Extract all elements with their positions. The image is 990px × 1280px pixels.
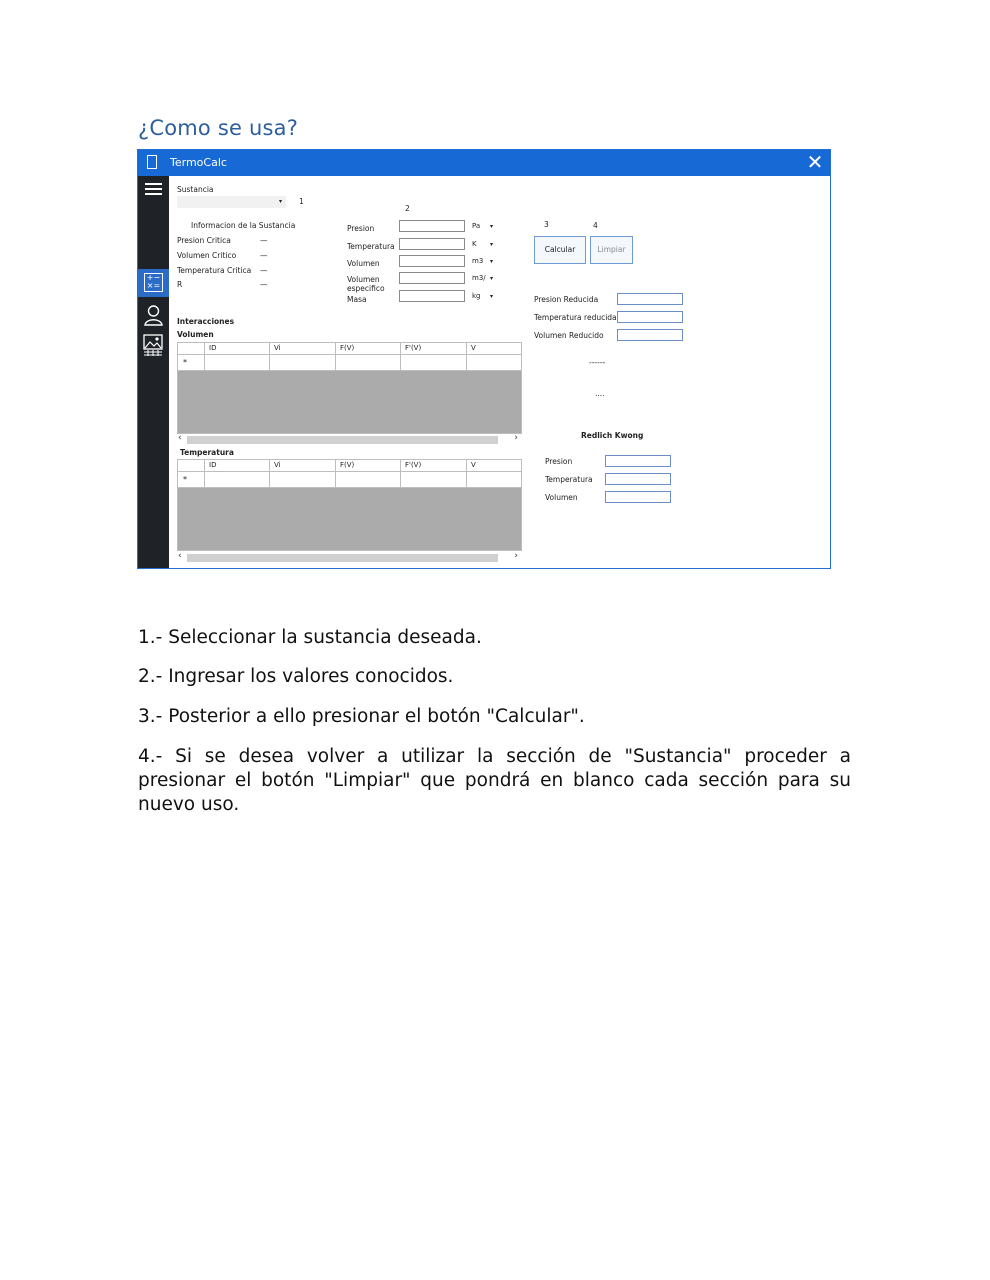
info-label-presion-critica: Presion Critica xyxy=(177,236,231,245)
chevron-down-icon[interactable]: ▾ xyxy=(490,293,494,300)
presion-label: Presion xyxy=(347,224,375,233)
person-icon[interactable] xyxy=(144,304,163,326)
scroll-right-icon[interactable]: › xyxy=(514,551,518,561)
chevron-down-icon[interactable]: ▾ xyxy=(490,275,494,282)
rk-presion-field[interactable] xyxy=(605,455,671,467)
page-heading: ¿Como se usa? xyxy=(138,116,299,140)
volumen-grid-header xyxy=(178,343,521,355)
column-header-vi: Vi xyxy=(274,344,281,352)
rk-temperatura-label: Temperatura xyxy=(545,475,593,484)
temperatura-reducida-field[interactable] xyxy=(617,311,683,323)
temperatura-section-label: Temperatura xyxy=(180,448,234,457)
termocalc-window xyxy=(137,149,831,569)
window-title: TermoCalc xyxy=(170,156,227,169)
masa-input[interactable] xyxy=(399,290,465,302)
info-title: Informacion de la Sustancia xyxy=(191,221,296,230)
grid-empty-area xyxy=(178,488,521,550)
scroll-left-icon[interactable]: ‹ xyxy=(178,551,182,561)
new-row-marker: * xyxy=(183,358,187,367)
volumen-especifico-unit[interactable]: m3/ xyxy=(472,274,486,282)
step-marker-2: 2 xyxy=(405,204,410,213)
info-label-volumen-critico: Volumen Critico xyxy=(177,251,237,260)
info-label-temperatura-critica: Temperatura Critica xyxy=(177,266,252,275)
volumen-especifico-label: Volumen especifico xyxy=(347,275,385,293)
volumen-label: Volumen xyxy=(347,259,380,268)
presion-input[interactable] xyxy=(399,220,465,232)
column-header-fv: F(V) xyxy=(340,344,355,352)
volumen-reducido-field[interactable] xyxy=(617,329,683,341)
column-header-fpv: F'(V) xyxy=(405,461,422,469)
new-row-marker: * xyxy=(183,475,187,484)
volumen-reducido-label: Volumen Reducido xyxy=(534,331,604,340)
close-icon[interactable]: ✕ xyxy=(806,150,824,174)
column-header-fpv: F'(V) xyxy=(405,344,422,352)
calculator-icon[interactable]: +− ×= xyxy=(138,269,169,297)
table-row[interactable] xyxy=(178,355,521,371)
temperatura-unit[interactable]: K xyxy=(472,240,477,248)
presion-unit[interactable]: Pa xyxy=(472,222,481,230)
info-value-temperatura-critica: — xyxy=(260,266,268,275)
temperatura-input[interactable] xyxy=(399,238,465,250)
scroll-right-icon[interactable]: › xyxy=(514,433,518,443)
step-marker-1: 1 xyxy=(299,197,304,206)
chevron-down-icon: ▾ xyxy=(279,198,283,205)
result-placeholder-1: ------ xyxy=(589,358,606,367)
column-header-v: V xyxy=(471,344,476,352)
rk-volumen-field[interactable] xyxy=(605,491,671,503)
column-header-id: ID xyxy=(209,461,217,469)
limpiar-button[interactable]: Limpiar xyxy=(590,236,633,264)
step-3-text: 3.- Posterior a ello presionar el botón "Calcular". xyxy=(138,706,585,727)
column-header-vi: Vi xyxy=(274,461,281,469)
temperatura-reducida-label: Temperatura reducida xyxy=(534,313,617,322)
info-value-presion-critica: — xyxy=(260,236,268,245)
volumen-section-label: Volumen xyxy=(177,330,214,339)
info-value-r: — xyxy=(260,280,268,289)
chevron-down-icon[interactable]: ▾ xyxy=(490,223,494,230)
scroll-left-icon[interactable]: ‹ xyxy=(178,433,182,443)
redlich-kwong-title: Redlich Kwong xyxy=(581,431,644,440)
volumen-especifico-input[interactable] xyxy=(399,272,465,284)
calculator-app-icon xyxy=(147,155,157,169)
chevron-down-icon[interactable]: ▾ xyxy=(490,241,494,248)
result-placeholder-2: .... xyxy=(595,389,605,398)
rk-presion-label: Presion xyxy=(545,457,573,466)
masa-unit[interactable]: kg xyxy=(472,292,481,300)
volumen-scrollbar[interactable] xyxy=(177,435,522,444)
picture-icon[interactable] xyxy=(143,334,163,356)
volumen-grid[interactable] xyxy=(177,342,522,434)
step-1-text: 1.- Seleccionar la sustancia deseada. xyxy=(138,627,482,648)
title-bar xyxy=(138,150,830,176)
info-value-volumen-critico: — xyxy=(260,251,268,260)
sustancia-select[interactable] xyxy=(177,196,286,208)
interacciones-title: Interacciones xyxy=(177,317,235,326)
info-label-r: R xyxy=(177,280,183,289)
presion-reducida-field[interactable] xyxy=(617,293,683,305)
temperatura-grid[interactable] xyxy=(177,459,522,551)
temperatura-label: Temperatura xyxy=(347,242,395,251)
column-header-v: V xyxy=(471,461,476,469)
rk-temperatura-field[interactable] xyxy=(605,473,671,485)
sidebar xyxy=(138,176,169,569)
calcular-button[interactable]: Calcular xyxy=(534,236,586,264)
sustancia-label: Sustancia xyxy=(177,185,214,194)
step-4-text: 4.- Si se desea volver a utilizar la sección de "Sustancia" proceder a presionar el botón "Limpiar" que pondrá en blanco cada sección para su nuevo uso. xyxy=(138,746,851,815)
step-2-text: 2.- Ingresar los valores conocidos. xyxy=(138,666,454,687)
temperatura-grid-header xyxy=(178,460,521,472)
table-row[interactable] xyxy=(178,472,521,488)
temperatura-scrollbar[interactable] xyxy=(177,553,522,562)
masa-label: Masa xyxy=(347,295,367,304)
volumen-unit[interactable]: m3 xyxy=(472,257,484,265)
presion-reducida-label: Presion Reducida xyxy=(534,295,599,304)
step-marker-4: 4 xyxy=(593,221,598,230)
column-header-id: ID xyxy=(209,344,217,352)
column-header-fv: F(V) xyxy=(340,461,355,469)
step-marker-3: 3 xyxy=(544,220,549,229)
hamburger-menu-icon[interactable] xyxy=(145,183,162,196)
volumen-input[interactable] xyxy=(399,255,465,267)
rk-volumen-label: Volumen xyxy=(545,493,578,502)
grid-empty-area xyxy=(178,371,521,433)
chevron-down-icon[interactable]: ▾ xyxy=(490,258,494,265)
